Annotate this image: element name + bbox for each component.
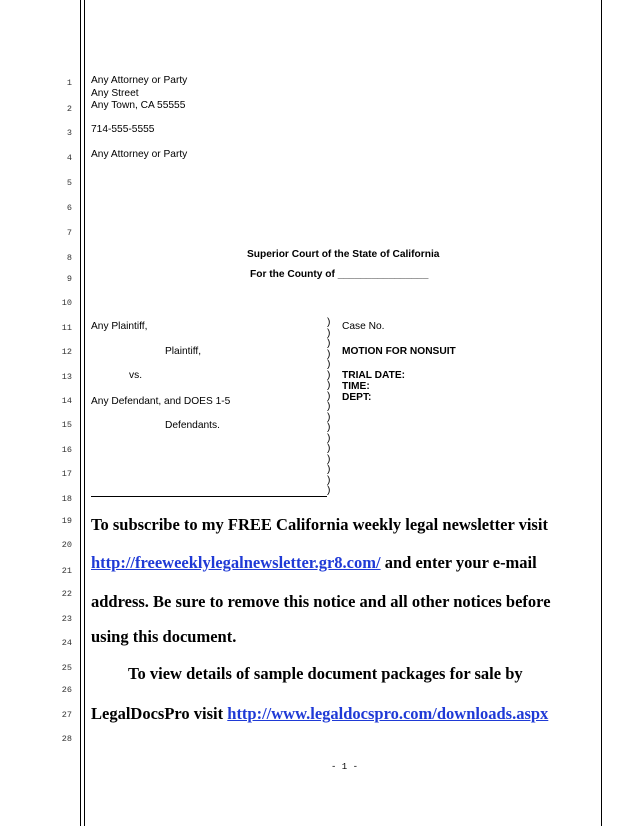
caption-paren: ) [327,485,331,496]
caption-parentheses [327,318,330,497]
notice-line-6 [91,704,548,724]
line-number: 4 [66,153,72,163]
plaintiff-role: Plaintiff, [165,346,202,357]
line-number: 5 [66,178,72,188]
line-number: 1 [66,78,72,88]
right-margin-rule [601,0,602,826]
page-number: - 1 - [331,762,359,772]
case-number-label: Case No. [342,321,385,332]
caption-paren: ) [327,380,331,391]
line-number: 15 [61,420,72,430]
line-number: 13 [61,372,72,382]
attorney-name: Any Attorney or Party [91,75,188,86]
line-number: 22 [61,589,72,599]
line-number: 17 [61,469,72,479]
line-number: 8 [66,253,72,263]
dept-label: DEPT: [342,392,372,403]
versus: vs. [129,370,143,381]
notice-line-1: To subscribe to my FREE California weekly legal newsletter visit [91,515,548,534]
notice-line-3: address. Be sure to remove this notice and all other notices before [91,592,551,611]
caption-paren: ) [327,401,331,412]
caption-paren: ) [327,369,331,381]
line-number: 14 [61,396,72,406]
line-number: 25 [61,663,72,673]
caption-paren: ) [327,348,331,360]
caption-paren: ) [327,453,331,465]
caption-paren: ) [327,474,331,486]
notice-line-4: using this document. [91,627,237,646]
line-number: 21 [61,566,72,576]
trial-date-label: TRIAL DATE: [342,370,406,381]
line-number: 12 [61,347,72,357]
court-title: Superior Court of the State of California [247,249,440,260]
line-number: 26 [61,685,72,695]
line-number: 9 [66,274,72,284]
defendant-role: Defendants. [165,420,220,431]
line-number: 27 [61,710,72,720]
notice-line-2-text: and enter your e-mail [380,553,537,572]
line-number: 20 [61,540,72,550]
caption-paren: ) [327,422,331,433]
legaldocspro-link[interactable]: http://www.legaldocspro.com/downloads.aspx [227,704,549,723]
line-number: 28 [61,734,72,744]
line-number: 6 [66,203,72,213]
line-number: 2 [66,104,72,114]
caption-underline [91,496,327,497]
attorney-phone: 714-555-5555 [91,124,155,135]
caption-paren: ) [327,359,331,370]
newsletter-link[interactable]: http://freeweeklylegalnewsletter.gr8.com/ [91,553,381,572]
caption-paren: ) [327,443,331,454]
line-number: 16 [61,445,72,455]
motion-title: MOTION FOR NONSUIT [342,346,456,357]
line-number: 7 [66,228,72,238]
caption-paren: ) [327,411,331,423]
caption-paren: ) [327,464,331,475]
notice-line-6-text: LegalDocsPro visit [91,704,228,723]
attorney-street: Any Street [91,88,139,99]
time-label: TIME: [342,381,370,392]
line-number: 24 [61,638,72,648]
caption-paren: ) [327,432,331,444]
line-number: 10 [61,298,72,308]
left-margin-rule-inner [84,0,85,826]
notice-line-5: To view details of sample document packages for sale by [128,664,523,683]
attorney-for: Any Attorney or Party [91,149,188,160]
defendant-name: Any Defendant, and DOES 1-5 [91,396,231,407]
court-county: For the County of ________________ [250,269,429,280]
line-number: 3 [66,128,72,138]
line-number: 18 [61,494,72,504]
caption-paren: ) [327,390,331,402]
plaintiff-name: Any Plaintiff, [91,321,148,332]
caption-paren: ) [327,327,331,339]
left-margin-rule [80,0,81,826]
line-number: 23 [61,614,72,624]
caption-paren: ) [327,338,331,349]
notice-line-2 [91,553,537,573]
line-number: 11 [61,323,72,333]
caption-paren: ) [327,317,331,328]
attorney-city: Any Town, CA 55555 [91,100,186,111]
line-number: 19 [61,516,72,526]
